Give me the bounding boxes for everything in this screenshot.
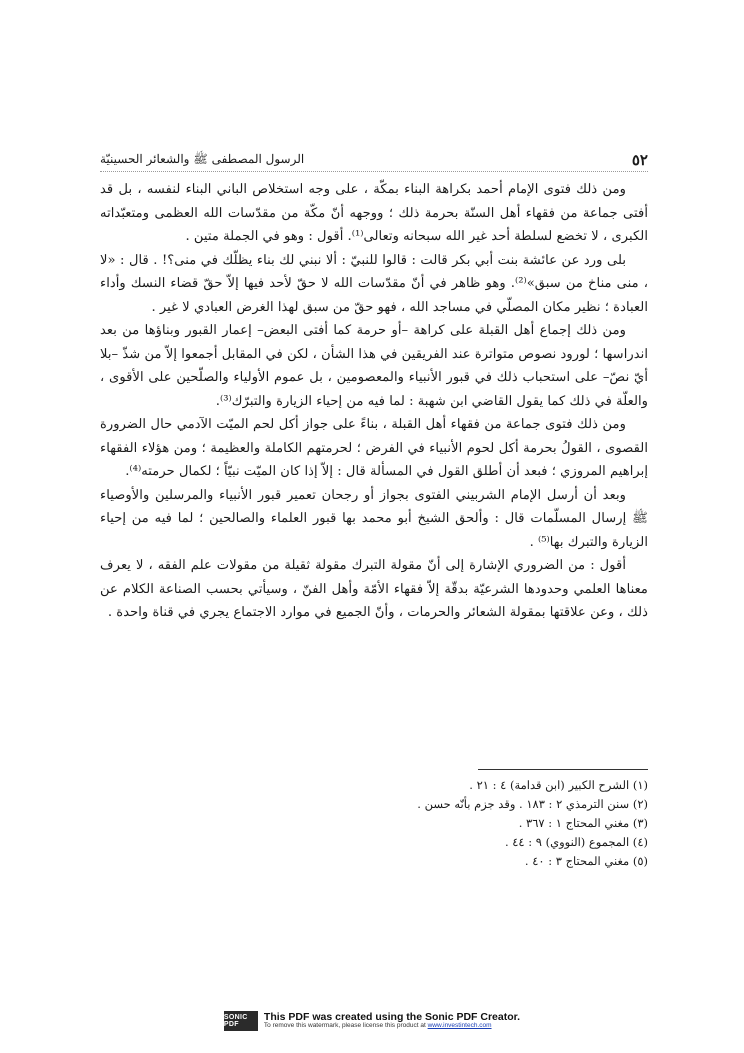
footnote-separator [478, 769, 648, 770]
footnotes [100, 776, 648, 871]
sonic-pdf-watermark [0, 1006, 744, 1036]
paragraph-2: بلى ورد عن عائشة بنت أبي بكر قالت : قالوا للنبيّ : ألا نبني لك بناء يظلّك في منى؟! . قال : «لا ، منى مناخ من سبق»⁽²⁾. وهو ظاهر في أنّ مقدّسات الله لا حقّ لأحد فيها إلاّ حقّ قضاء النسك وأداء العبادة ؛ نظير مكان المصلّي في مساجد الله ، فهو حقّ من سبق لهذا الغرض العبادي لا غير . [100, 252, 648, 315]
investintech-link[interactable]: www.investintech.com [427, 1022, 492, 1030]
paragraph-5: وبعد أن أرسل الإمام الشربيني الفتوى بجواز أو رجحان تعمير قبور الأنبياء والمرسلين والأوصياء ﷺ إرسال المسلّمات قال : وألحق الشيخ أبو محمد بها قبور العلماء والصالحين ؛ لما فيه من إحياء الزيارة والتبرك بها⁽⁵⁾ . [100, 487, 648, 550]
sonic-pdf-logo-icon [224, 1011, 258, 1031]
footnote-1: (١) الشرح الكبير (ابن قدامة) ٤ : ٢١ . [469, 778, 648, 792]
watermark-license-text: To remove this watermark, please license this product at [263, 1022, 426, 1030]
footnote-2: (٢) سنن الترمذي ٢ : ١٨٣ . وقد جزم بأنّه حسن . [417, 797, 648, 811]
logo-text: SONIC PDF [223, 1014, 248, 1028]
paragraph-1: ومن ذلك فتوى الإمام أحمد بكراهة البناء بمكّة ، على وجه استخلاص الباني البناء لنفسه ، بل قد أفتى جماعة من فقهاء أهل السنّة بحرمة ذلك ؛ ووجهه أنّ مكّة من مقدّسات الله العظمى ومتعبّداته الكبرى ، لا تخضع لسلطة أحد غير الله سبحانه وتعالى⁽¹⁾. أقول : وهو في الجملة متين . [100, 182, 648, 244]
paragraph-3: ومن ذلك إجماع أهل القبلة على كراهة –أو حرمة كما أفتى البعض– إعمار القبور وبناؤها من بعد اندراسها ؛ لورود نصوص متواترة عند الفريقين في هذا الشأن ، لكن في المقابل أجمعوا إلاّ من شذّ –بلا أيّ نصّ– على استحباب ذلك في قبور الأنبياء والمعصومين ، بل عموم الأولياء والصلّحين على الأقوى ، والعلّة في ذلك كما يقول القاضي ابن شهبة : لما فيه من إحياء الزيارة والتبرّك⁽³⁾. [100, 323, 648, 409]
running-title: الرسول المصطفى ﷺ والشعائر الحسينيّة [100, 151, 305, 166]
header-dotted-leader [310, 160, 626, 161]
paragraph-6: أقول : من الضروري الإشارة إلى أنّ مقولة التبرك مقولة ثقيلة من مقولات علم الفقه ، لا يعرف معناها العلمي وحدودها الشرعيّة بدقّة إلاّ فقهاء الأمّة وأهل الفنّ ، وسيأتي بحسب الصناعة الكلام عن ذلك ، وعن علاقتها بمقولة الشعائر والحرمات ، وأنّ الجميع في موارد الاجتماع يجري في قناة واحدة . [100, 558, 648, 620]
page-header [100, 149, 648, 172]
watermark-main-text: This PDF was created using the Sonic PDF Creator. [263, 1011, 521, 1024]
paragraph-4: ومن ذلك فتوى جماعة من فقهاء أهل القبلة ، بناءً على جواز أكل لحم الميّت الآدمي حال الضرورة القصوى ، القولُ بحرمة أكل لحوم الأنبياء في الفرض ؛ لحرمتهم الكاملة والعظيمة ؛ ومن هؤلاء الفقهاء إبراهيم المروزي ؛ فبعد أن أطلق القول في المسألة قال : إلاّ إذا كان الميّت نبيّاً ؛ لكمال حرمته⁽⁴⁾. [100, 417, 648, 479]
footnote-5: (٥) مغني المحتاج ٣ : ٤٠ . [524, 854, 648, 868]
body-text [100, 178, 648, 625]
watermark-sub-text [264, 1023, 520, 1030]
footnote-4: (٤) المجموع (النووي) ٩ : ٤٤ . [504, 835, 648, 849]
page-number: ٥٢ [631, 151, 648, 169]
footnote-3: (٣) مغني المحتاج ١ : ٣٦٧ . [518, 816, 648, 830]
watermark-text [264, 1012, 520, 1030]
